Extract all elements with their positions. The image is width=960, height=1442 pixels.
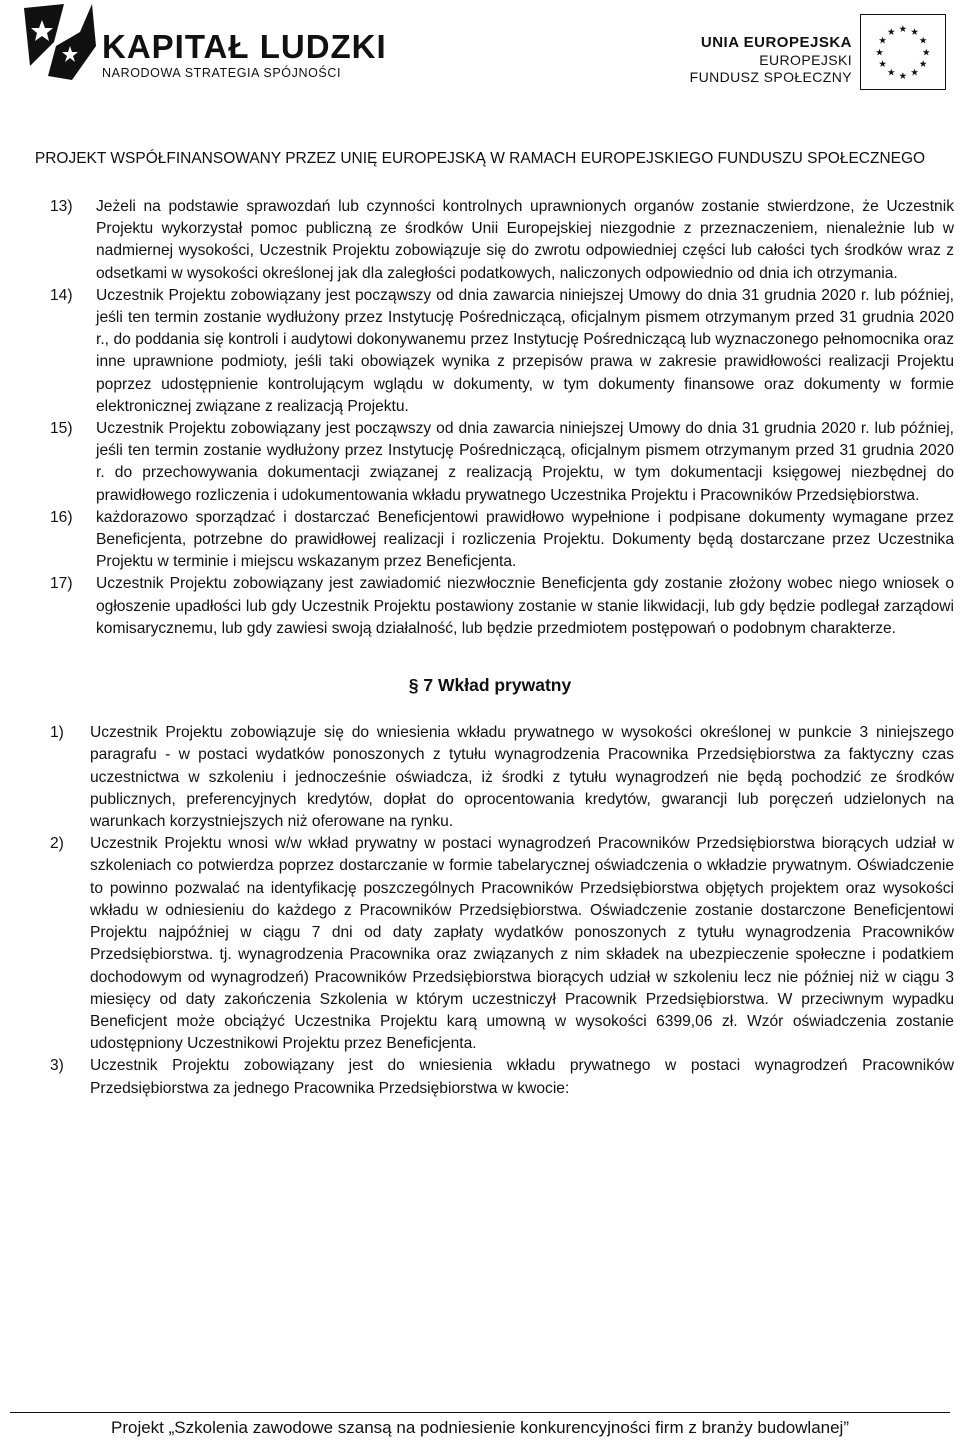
- eu-star-icon: ★: [898, 24, 908, 36]
- kapital-ludzki-subtitle: NARODOWA STRATEGIA SPÓJNOŚCI: [102, 66, 342, 80]
- list-item-text: Uczestnik Projektu zobowiązany jest począwszy od dnia zawarcia niniejszej Umowy do dnia 31 grudnia 2020 r. lub później, jeśli ten termin zostanie wydłużony przez Instytucję Pośredniczącą, oficjalnym pismem otrzymanym przed 31 grudnia 2020 r., do poddania się kontroli i audytowi dokonywanemu przez Instytucję Pośredniczącą lub wyznaczonego pełnomocnika oraz inne uprawnione podmioty, jeśli taki obowiązek wynika z przepisów prawa w zakresie prawidłowości realizacji Projektu poprzez udostępnienie kontrolującym wglądu w dokumenty, w tym dokumenty finansowe oraz dokumenty w formie elektronicznej związane z realizacją Projektu.: [96, 286, 954, 415]
- cofinancing-statement: PROJEKT WSPÓŁFINANSOWANY PRZEZ UNIĘ EUROPEJSKĄ W RAMACH EUROPEJSKIEGO FUNDUSZU SPOŁECZNEGO: [34, 150, 926, 167]
- list-item-text: Uczestnik Projektu wnosi w/w wkład prywatny w postaci wynagrodzeń Pracowników Przedsiębiorstwa biorących udział w szkoleniach co potwierdza poprzez dostarczanie w formie tabelarycznej oświadczenia o wkładzie prywatnym. Oświadczenie to powinno pozwalać na identyfikację poszczególnych Pracowników Przedsiębiorstwa objętych projektem oraz wysokości wkładu w odniesieniu do każdego z Pracowników Przedsiębiorstwa. Oświadczenie zostanie dostarczone Beneficjentowi Projektu najpóźniej w ciągu 7 dni od daty zapłaty wydatków ponoszonych z tytułu wynagrodzenia Pracowników Przedsiębiorstwa. tj. wynagrodzenia Pracownika oraz związanych z nim składek na ubezpieczenie społeczne i podatkiem dochodowym od wynagrodzeń) Pracowników Przedsiębiorstwa biorących udział w szkoleniu lecz nie później niż w ciągu 3 miesięcy od daty zakończenia Szkolenia w którym uczestniczył Pracownik Przedsiębiorstwa. W przeciwnym wypadku Beneficjent może obciążyć Uczestnika Projektu karą umowną w wysokości 6399,06 zł. Wzór oświadczenia zostanie udostępniony Uczestnikowi Projektu przez Beneficjenta.: [90, 835, 954, 1053]
- footer-divider: [10, 1412, 950, 1413]
- eu-star-icon: ★: [918, 59, 928, 71]
- list-item-text: Uczestnik Projektu zobowiązany jest zawiadomić niezwłocznie Beneficjenta gdy zostanie złożony wobec niego wniosek o ogłoszenie upadłości lub gdy Uczestnik Projektu postawiony zostanie w stanie likwidacji, lub gdy będzie podlegał zarządowi komisarycznemu, lub gdy zawiesi swoją działalność, lub będzie przedmiotem postępowań o podobnym charakterze.: [96, 575, 954, 637]
- eu-star-icon: ★: [875, 47, 884, 59]
- section-title: § 7 Wkład prywatny: [408, 675, 572, 696]
- efs-line-2: FUNDUSZ SPOŁECZNY: [689, 69, 852, 85]
- private-contribution-list: [0, 722, 960, 1099]
- list-item-text: Uczestnik Projektu zobowiązuje się do wniesienia wkładu prywatnego w wysokości określonej w punkcie 3 niniejszego paragrafu - w postaci wydatków ponoszonych z tytułu wynagrodzenia Pracownika Przedsiębiorstwa za faktyczny czas uczestnictwa w szkoleniu i jednocześnie oświadcza, iż środki z tytułu wynagrodzeń nie będą pochodzić ze środków publicznych, preferencyjnych kredytów, dopłat do oprocentowania kredytów, gwarancji lub poręczeń udzielonych na warunkach korzystniejszych niż oferowane na rynku.: [90, 724, 954, 831]
- eu-flag-icon: [860, 14, 946, 90]
- list-item: [0, 285, 960, 418]
- obligations-list: [0, 196, 960, 640]
- list-item-number: 15): [50, 420, 73, 438]
- eu-star-icon: ★: [918, 35, 928, 47]
- list-item-number: 17): [50, 575, 73, 593]
- kapital-ludzki-star-logo-icon: [20, 2, 100, 82]
- ue-title: UNIA EUROPEJSKA: [700, 34, 852, 51]
- list-item-number: 13): [50, 198, 73, 215]
- eu-star-icon: ★: [910, 67, 920, 79]
- document-body: [0, 196, 960, 1100]
- list-item-number: 14): [50, 286, 73, 304]
- footer-project-name: Projekt „Szkolenia zawodowe szansą na podniesienie konkurencyjności firm z branży budowlanej”: [111, 1418, 849, 1437]
- efs-line-1: EUROPEJSKI: [759, 52, 852, 68]
- list-item: [0, 507, 960, 574]
- list-item-text: Uczestnik Projektu zobowiązany jest do wniesienia wkładu prywatnego w postaci wynagrodzeń Pracowników Przedsiębiorstwa za jednego Pracownika Przedsiębiorstwa w kwocie:: [90, 1057, 954, 1097]
- list-item-number: 16): [50, 508, 73, 526]
- list-item: [0, 573, 960, 640]
- eu-star-icon: ★: [886, 67, 896, 79]
- list-item-text: każdorazowo sporządzać i dostarczać Beneficjentowi prawidłowo wypełnione i podpisane dokumenty wymagane przez Beneficjenta, potrzebne do prawidłowej realizacji i rozliczenia Projektu. Dokumenty będą dostarczane przez Uczestnika Projektu w terminie i miejscu wskazanym przez Beneficjenta.: [96, 508, 954, 571]
- list-item-number: 1): [50, 724, 64, 742]
- kapital-ludzki-title: KAPITAŁ LUDZKI: [102, 28, 387, 65]
- list-item: [0, 722, 960, 833]
- eu-star-icon: ★: [898, 70, 908, 82]
- eu-star-icon: ★: [878, 35, 888, 47]
- eu-star-icon: ★: [886, 27, 896, 39]
- list-item: [0, 1055, 960, 1099]
- page-header: [0, 0, 960, 140]
- eu-star-icon: ★: [910, 27, 920, 39]
- list-item: [0, 418, 960, 507]
- list-item-number: 2): [50, 835, 64, 853]
- eu-star-icon: ★: [922, 47, 931, 59]
- list-item: [0, 196, 960, 285]
- list-item-text: Jeżeli na podstawie sprawozdań lub czynności kontrolnych uprawnionych organów zostanie stwierdzone, że Uczestnik Projektu wykorzystał pomoc publiczną ze środków Unii Europejskiej niezgodnie z przeznaczeniem, nienależnie lub w nadmiernej wysokości, Uczestnik Projektu zobowiązuje się do zwrotu odpowiedniej części lub całości tych środków wraz z odsetkami w wysokości określonej jak dla zaległości podatkowych, naliczonych odpowiednio od dnia ich otrzymania.: [96, 198, 954, 282]
- list-item: [0, 833, 960, 1055]
- list-item-text: Uczestnik Projektu zobowiązany jest począwszy od dnia zawarcia niniejszej Umowy do dnia 31 grudnia 2020 r. lub później, jeśli ten termin zostanie wydłużony przez Instytucję Pośredniczącą, oficjalnym pismem otrzymanym przed 31 grudnia 2020 r. do przechowywania dokumentacji związanej z realizacją Projektu, w tym dokumentacji księgowej niezbędnej do prawidłowego rozliczenia i udokumentowania wkładu prywatnego Uczestnika Projektu i Pracowników Przedsiębiorstwa.: [96, 420, 954, 504]
- eu-star-icon: ★: [878, 59, 888, 71]
- list-item-number: 3): [50, 1057, 64, 1075]
